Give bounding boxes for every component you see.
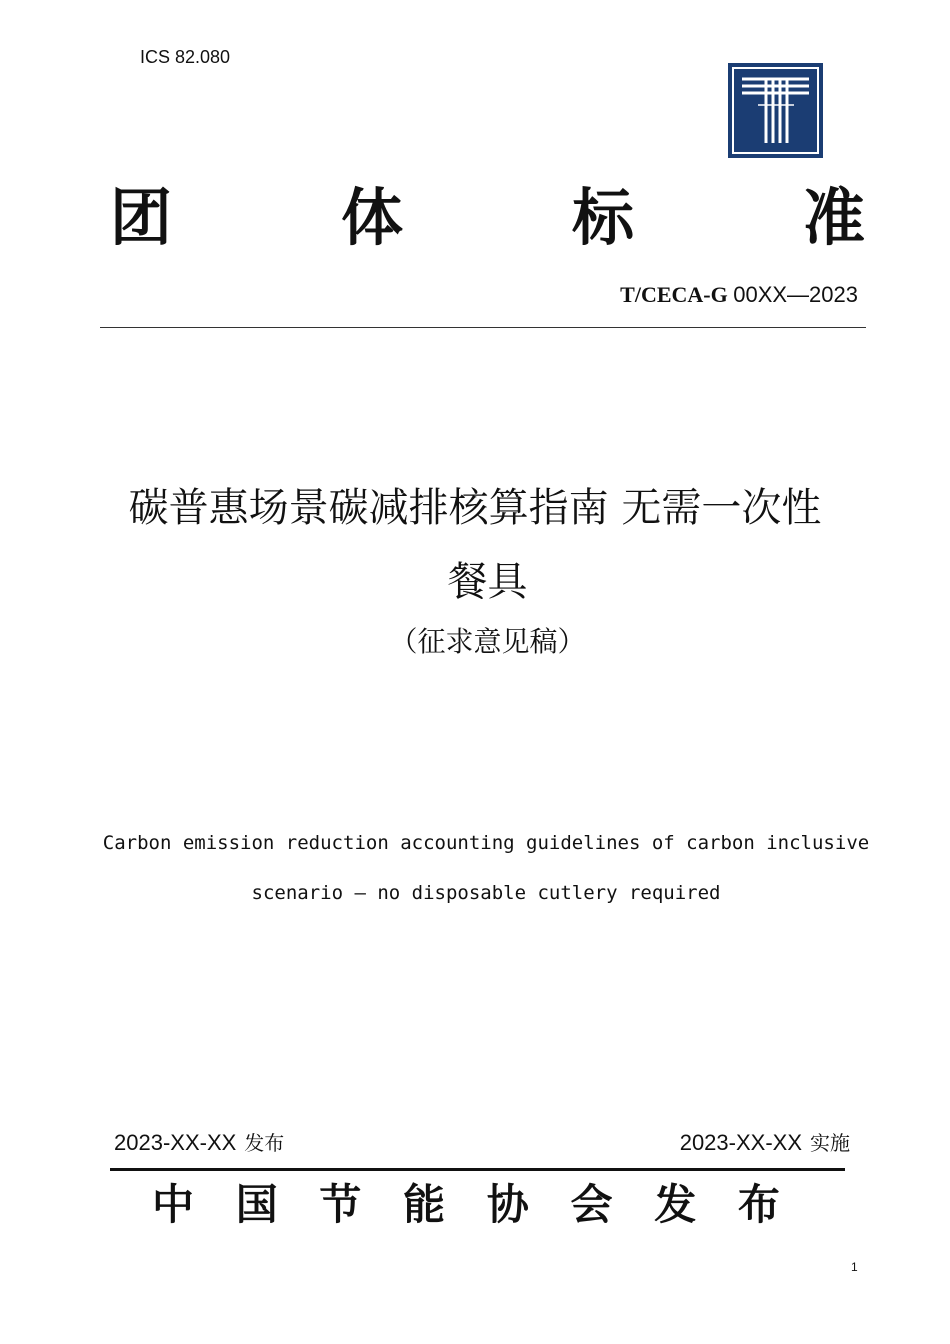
association-logo [728, 63, 823, 158]
ics-code: ICS 82.080 [140, 47, 231, 67]
implement-date-value: 2023-XX-XX [679, 1130, 802, 1155]
publisher-char: 节 [319, 1180, 362, 1229]
publisher-char: 协 [486, 1180, 529, 1229]
title-char: 准 [802, 181, 865, 254]
implement-date [680, 1127, 850, 1156]
main-title-line2: 餐具 [447, 559, 528, 605]
publisher-char: 中 [152, 1180, 195, 1229]
english-title-line1: Carbon emission reduction accounting guidelines of carbon inclusive [102, 832, 870, 854]
publish-label: 发布 [244, 1131, 285, 1155]
standard-code [620, 282, 858, 308]
publisher [152, 1177, 780, 1233]
document-type-title [110, 178, 865, 258]
publisher-char: 能 [403, 1180, 446, 1229]
title-char: 标 [571, 181, 634, 254]
implement-label: 实施 [810, 1131, 850, 1155]
publish-date-value: 2023-XX-XX [114, 1130, 237, 1155]
main-title-line1: 碳普惠场景碳减排核算指南 无需一次性 [128, 485, 822, 531]
english-title-line2: scenario — no disposable cutlery required [251, 882, 721, 904]
standard-code-number: 00XX—2023 [733, 282, 858, 307]
header-divider [100, 327, 866, 328]
title-char: 团 [110, 181, 173, 254]
publisher-char: 布 [737, 1180, 780, 1229]
page-number: 1 [851, 1260, 858, 1274]
publisher-char: 国 [235, 1180, 278, 1229]
publish-date [114, 1127, 284, 1156]
title-char: 体 [340, 181, 403, 254]
draft-label: （征求意见稿） [389, 625, 586, 658]
publisher-char: 会 [570, 1180, 613, 1229]
footer-divider [110, 1168, 845, 1171]
standard-code-prefix: T/CECA-G [620, 282, 728, 307]
publisher-char: 发 [654, 1180, 697, 1229]
